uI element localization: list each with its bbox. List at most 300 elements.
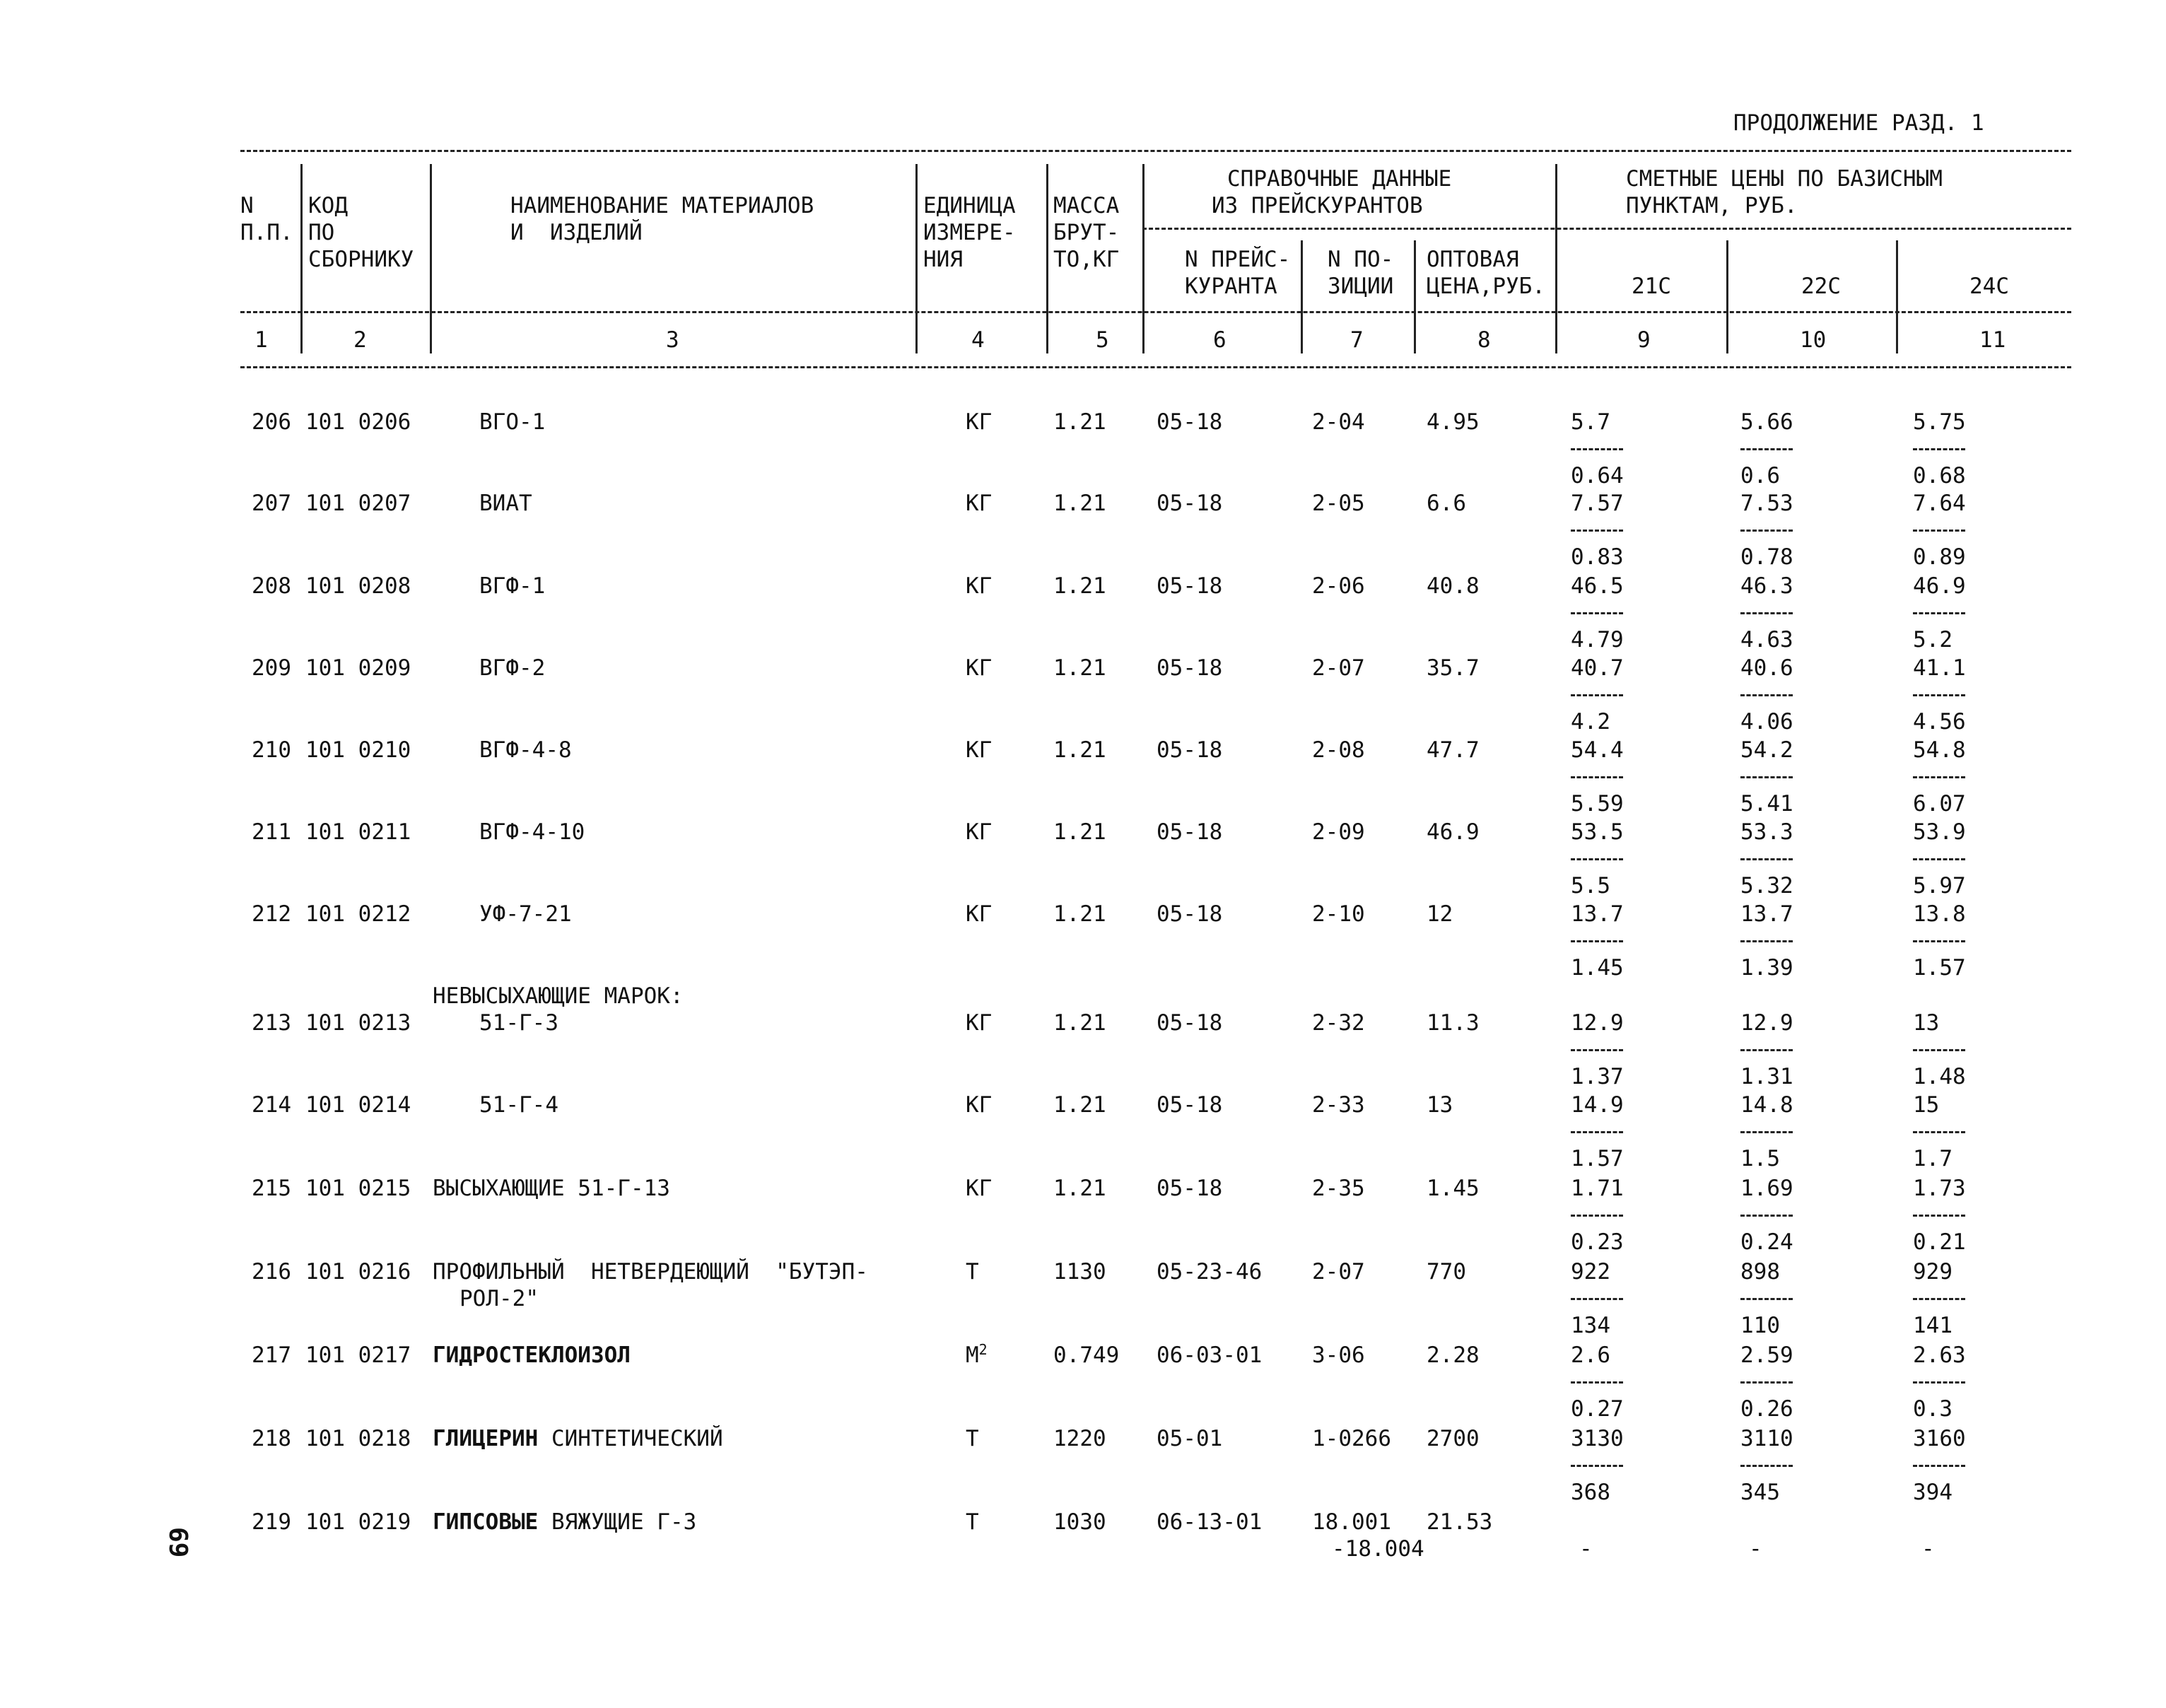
- row-name: ВГФ-1: [479, 573, 546, 599]
- row-position: 2-08: [1312, 737, 1365, 763]
- price-p24-main: 54.8: [1913, 737, 1966, 763]
- fraction-rule: [1913, 1215, 1965, 1217]
- row-mass: 1.21: [1053, 491, 1106, 516]
- colnum: 11: [1979, 327, 2006, 353]
- row-mass: 1.21: [1053, 409, 1106, 435]
- row-unit-text: Т: [966, 1509, 979, 1535]
- price-p24: -: [1921, 1536, 1935, 1562]
- row-mass: 1030: [1053, 1509, 1106, 1535]
- price-p24-main: 929: [1913, 1259, 1953, 1285]
- price-p21: -: [1579, 1536, 1593, 1562]
- price-p22-transport: 4.06: [1740, 709, 1793, 735]
- price-p22-transport: 1.39: [1740, 955, 1793, 981]
- fraction-rule: [1740, 1131, 1793, 1133]
- col-divider: [1896, 240, 1898, 353]
- col-divider: [1726, 240, 1728, 353]
- row-name: [433, 1342, 631, 1369]
- price-p24-main: 13.8: [1913, 901, 1966, 927]
- fraction-rule: [1913, 448, 1965, 450]
- price-p24-transport: 0.3: [1913, 1396, 1953, 1422]
- price-p22-transport: 0.6: [1740, 463, 1780, 489]
- row-code: 101 0217: [305, 1343, 411, 1368]
- row-unit-sup: 2: [978, 1341, 988, 1358]
- price-p21-main: 53.5: [1571, 819, 1624, 845]
- row-unit-text: КГ: [966, 573, 993, 599]
- price-p22-main: 53.3: [1740, 819, 1793, 845]
- price-p21-main: 1.71: [1571, 1176, 1624, 1201]
- row-name: ВГО-1: [479, 409, 546, 435]
- fraction-rule: [1913, 612, 1965, 614]
- col-divider: [300, 164, 303, 353]
- fraction-rule: [1913, 776, 1965, 778]
- row-wholesale-price: 35.7: [1427, 655, 1480, 681]
- row-number: 209: [252, 655, 291, 681]
- row-name: ВГФ-4-10: [479, 819, 585, 845]
- row-unit: [966, 1175, 992, 1202]
- row-pricelist: 05-18: [1157, 655, 1223, 681]
- price-p22-main: 46.3: [1740, 573, 1793, 599]
- fraction-rule: [1740, 1298, 1793, 1300]
- colnum: 8: [1477, 327, 1491, 353]
- price-p22-transport: 5.41: [1740, 791, 1793, 817]
- price-p21-main: 922: [1571, 1259, 1610, 1285]
- row-code: 101 0215: [305, 1176, 411, 1201]
- fraction-rule: [1571, 530, 1623, 532]
- header-c2-line1: КОД: [308, 193, 348, 218]
- row-name: ВИАТ: [479, 491, 532, 516]
- group-label: НЕВЫСЫХАЮЩИЕ МАРОК:: [433, 983, 684, 1009]
- fraction-rule: [1913, 1049, 1965, 1051]
- row-unit: [966, 1425, 979, 1452]
- fraction-rule: [1740, 1381, 1793, 1384]
- price-p21-transport: 0.64: [1571, 463, 1624, 489]
- fraction-rule: [1571, 776, 1623, 778]
- row-mass: 1.21: [1053, 901, 1106, 927]
- price-p24-transport: 0.68: [1913, 463, 1966, 489]
- header-c5-line3: ТО,КГ: [1053, 247, 1120, 272]
- colnum: 4: [971, 327, 985, 353]
- row-code: 101 0219: [305, 1509, 411, 1535]
- fraction-rule: [1913, 530, 1965, 532]
- colnum: 5: [1096, 327, 1109, 353]
- price-p24-main: 13: [1913, 1010, 1940, 1036]
- row-wholesale-price: 2.28: [1427, 1343, 1480, 1368]
- fraction-rule: [1740, 612, 1793, 614]
- price-p21-transport: 4.2: [1571, 709, 1610, 735]
- fraction-rule: [1913, 694, 1965, 696]
- row-unit: [966, 490, 992, 517]
- header-sub-rule: [240, 311, 2071, 313]
- row-mass: 0.749: [1053, 1343, 1120, 1368]
- row-position: 2-07: [1312, 1259, 1365, 1285]
- row-name: 51-Г-4: [479, 1092, 558, 1118]
- header-c3-line2: И ИЗДЕЛИЙ: [510, 220, 643, 245]
- row-name-rest: ВЯЖУЩИЕ Г-3: [538, 1509, 697, 1535]
- price-p22-main: 13.7: [1740, 901, 1793, 927]
- price-p24-transport: 141: [1913, 1313, 1953, 1338]
- row-name: 51-Г-3: [479, 1010, 558, 1036]
- fraction-rule: [1740, 940, 1793, 942]
- fraction-rule: [1571, 612, 1623, 614]
- price-p22-transport: 110: [1740, 1313, 1780, 1338]
- fraction-rule: [1913, 940, 1965, 942]
- row-wholesale-price: 40.8: [1427, 573, 1480, 599]
- row-unit: [966, 1509, 979, 1536]
- col-divider: [1046, 164, 1048, 353]
- header-c4-line3: НИЯ: [923, 247, 963, 272]
- row-unit: [966, 1258, 979, 1285]
- row-mass: 1.21: [1053, 737, 1106, 763]
- row-code: 101 0212: [305, 901, 411, 927]
- row-unit-text: КГ: [966, 1176, 993, 1201]
- row-pricelist: 05-18: [1157, 1010, 1223, 1036]
- fraction-rule: [1571, 694, 1623, 696]
- row-code: 101 0208: [305, 573, 411, 599]
- row-position: 2-35: [1312, 1176, 1365, 1201]
- colnum: 10: [1800, 327, 1827, 353]
- price-p24-transport: 5.2: [1913, 627, 1953, 653]
- row-code: 101 0207: [305, 491, 411, 516]
- fraction-rule: [1740, 530, 1793, 532]
- price-p24-transport: 6.07: [1913, 791, 1966, 817]
- price-p21-transport: 0.27: [1571, 1396, 1624, 1422]
- price-p22-transport: 1.31: [1740, 1064, 1793, 1089]
- fraction-rule: [1740, 1049, 1793, 1051]
- fraction-rule: [1740, 694, 1793, 696]
- row-unit-text: КГ: [966, 819, 993, 845]
- row-unit-text: М: [966, 1343, 979, 1368]
- header-c7-line1: N ПО-: [1328, 247, 1394, 272]
- colnum: 9: [1637, 327, 1651, 353]
- row-unit-text: КГ: [966, 1010, 993, 1036]
- price-p22-main: 12.9: [1740, 1010, 1793, 1036]
- row-name-rest: СИНТЕТИЧЕСКИЙ: [538, 1426, 723, 1451]
- row-wholesale-price: 4.95: [1427, 409, 1480, 435]
- row-position: 2-07: [1312, 655, 1365, 681]
- price-p21-main: 5.7: [1571, 409, 1610, 435]
- row-name-bold: ГИДРОСТЕКЛОИЗОЛ: [433, 1343, 631, 1368]
- price-p21-main: 2.6: [1571, 1343, 1610, 1368]
- row-unit: [966, 901, 992, 928]
- row-pricelist: 05-18: [1157, 901, 1223, 927]
- price-p21-main: 7.57: [1571, 491, 1624, 516]
- row-unit: [966, 1342, 988, 1369]
- price-p22: -: [1749, 1536, 1762, 1562]
- col-divider: [1142, 164, 1145, 353]
- price-p24-main: 7.64: [1913, 491, 1966, 516]
- row-wholesale-price: 6.6: [1427, 491, 1466, 516]
- row-pricelist: 05-01: [1157, 1426, 1223, 1451]
- price-p22-main: 1.69: [1740, 1176, 1793, 1201]
- price-p24-main: 41.1: [1913, 655, 1966, 681]
- price-p21-main: 54.4: [1571, 737, 1624, 763]
- header-price-group-line1: СМЕТНЫЕ ЦЕНЫ ПО БАЗИСНЫМ: [1626, 166, 1943, 192]
- price-p22-main: 14.8: [1740, 1092, 1793, 1118]
- row-wholesale-price: 46.9: [1427, 819, 1480, 845]
- header-c4-line1: ЕДИНИЦА: [923, 193, 1016, 218]
- header-c10: 22С: [1801, 274, 1841, 299]
- row-pricelist: 05-18: [1157, 491, 1223, 516]
- row-pricelist: 05-18: [1157, 1176, 1223, 1201]
- price-p24-main: 5.75: [1913, 409, 1966, 435]
- header-c11: 24С: [1969, 274, 2009, 299]
- header-c6-line2: КУРАНТА: [1185, 274, 1277, 299]
- row-pricelist: 05-18: [1157, 737, 1223, 763]
- header-c2-line2: ПО: [308, 220, 335, 245]
- fraction-rule: [1571, 1131, 1623, 1133]
- col-divider: [1555, 164, 1557, 353]
- row-position: 18.001: [1312, 1509, 1391, 1535]
- row-unit-text: КГ: [966, 1092, 993, 1118]
- header-ref-group-line2: ИЗ ПРЕЙСКУРАНТОВ: [1212, 193, 1423, 218]
- price-p21-main: 14.9: [1571, 1092, 1624, 1118]
- row-code: 101 0218: [305, 1426, 411, 1451]
- row-wholesale-price: 1.45: [1427, 1176, 1480, 1201]
- row-unit: [966, 409, 992, 435]
- price-p24-transport: 1.57: [1913, 955, 1966, 981]
- colnum: 6: [1213, 327, 1227, 353]
- row-position: 2-33: [1312, 1092, 1365, 1118]
- row-unit-text: Т: [966, 1426, 979, 1451]
- row-code: 101 0216: [305, 1259, 411, 1285]
- price-p22-transport: 0.26: [1740, 1396, 1793, 1422]
- row-position: 2-04: [1312, 409, 1365, 435]
- fraction-rule: [1571, 1215, 1623, 1217]
- row-wholesale-price: 13: [1427, 1092, 1453, 1118]
- row-pricelist: 05-18: [1157, 1092, 1223, 1118]
- row-mass: 1.21: [1053, 1092, 1106, 1118]
- price-p22-main: 40.6: [1740, 655, 1793, 681]
- price-p21-main: 40.7: [1571, 655, 1624, 681]
- row-pricelist: 05-18: [1157, 409, 1223, 435]
- price-p24-transport: 394: [1913, 1480, 1953, 1505]
- header-c1-line2: П.П.: [240, 220, 293, 245]
- price-p21-transport: 0.83: [1571, 544, 1624, 570]
- fraction-rule: [1571, 1049, 1623, 1051]
- row-name: [433, 1509, 696, 1536]
- price-p21-transport: 1.37: [1571, 1064, 1624, 1089]
- price-p22-transport: 5.32: [1740, 873, 1793, 899]
- price-p22-main: 54.2: [1740, 737, 1793, 763]
- price-p21-transport: 134: [1571, 1313, 1610, 1338]
- row-pricelist: 06-03-01: [1157, 1343, 1263, 1368]
- row-mass: 1130: [1053, 1259, 1106, 1285]
- row-unit-text: КГ: [966, 901, 993, 927]
- header-price-group-line2: ПУНКТАМ, РУБ.: [1626, 193, 1798, 218]
- price-p21-main: 3130: [1571, 1426, 1624, 1451]
- row-number: 217: [252, 1343, 291, 1368]
- row-mass: 1.21: [1053, 655, 1106, 681]
- price-p22-main: 898: [1740, 1259, 1780, 1285]
- price-p24-main: 3160: [1913, 1426, 1966, 1451]
- header-c8-line2: ЦЕНА,РУБ.: [1427, 274, 1545, 299]
- price-p22-main: 7.53: [1740, 491, 1793, 516]
- row-name-cont: РОЛ-2": [459, 1286, 539, 1311]
- row-pricelist: 06-13-01: [1157, 1509, 1263, 1535]
- fraction-rule: [1913, 1465, 1965, 1467]
- price-p22-transport: 1.5: [1740, 1146, 1780, 1171]
- header-c8-line1: ОПТОВАЯ: [1427, 247, 1519, 272]
- row-position: 2-32: [1312, 1010, 1365, 1036]
- header-c7-line2: ЗИЦИИ: [1328, 274, 1394, 299]
- row-unit-text: КГ: [966, 737, 993, 763]
- row-unit-text: Т: [966, 1259, 979, 1285]
- header-c4-line2: ИЗМЕРЕ-: [923, 220, 1016, 245]
- fraction-rule: [1740, 776, 1793, 778]
- row-position: 1-0266: [1312, 1426, 1391, 1451]
- row-number: 210: [252, 737, 291, 763]
- row-mass: 1.21: [1053, 1176, 1106, 1201]
- row-number: 212: [252, 901, 291, 927]
- price-p21-transport: 368: [1571, 1480, 1610, 1505]
- row-name: ВГФ-4-8: [479, 737, 572, 763]
- row-unit: [966, 573, 992, 599]
- row-code: 101 0213: [305, 1010, 411, 1036]
- row-number: 215: [252, 1176, 291, 1201]
- fraction-rule: [1571, 1381, 1623, 1384]
- row-number: 206: [252, 409, 291, 435]
- fraction-rule: [1571, 448, 1623, 450]
- header-c6-line1: N ПРЕЙС-: [1185, 247, 1291, 272]
- row-pricelist: 05-18: [1157, 573, 1223, 599]
- row-number: 214: [252, 1092, 291, 1118]
- colnum: 3: [666, 327, 679, 353]
- header-top-rule: [240, 150, 2071, 152]
- fraction-rule: [1571, 1465, 1623, 1467]
- row-wholesale-price: 2700: [1427, 1426, 1480, 1451]
- row-position: 2-06: [1312, 573, 1365, 599]
- colnum: 2: [353, 327, 367, 353]
- price-p24-main: 15: [1913, 1092, 1940, 1118]
- price-p24-transport: 1.48: [1913, 1064, 1966, 1089]
- header-c9: 21С: [1632, 274, 1671, 299]
- row-mass: 1.21: [1053, 573, 1106, 599]
- row-number: 208: [252, 573, 291, 599]
- col-divider: [1301, 240, 1303, 353]
- row-unit: [966, 655, 992, 682]
- row-number: 207: [252, 491, 291, 516]
- row-pricelist: 05-23-46: [1157, 1259, 1263, 1285]
- header-c2-line3: СБОРНИКУ: [308, 247, 414, 272]
- row-position-cont: -18.004: [1332, 1536, 1424, 1562]
- row-unit-text: КГ: [966, 491, 993, 516]
- price-p24-transport: 5.97: [1913, 873, 1966, 899]
- price-p22-main: 2.59: [1740, 1343, 1793, 1368]
- header-ref-group-line1: СПРАВОЧНЫЕ ДАННЫЕ: [1227, 166, 1452, 192]
- price-p21-main: 13.7: [1571, 901, 1624, 927]
- fraction-rule: [1913, 1381, 1965, 1384]
- row-unit: [966, 1092, 992, 1118]
- fraction-rule: [1913, 1298, 1965, 1300]
- fraction-rule: [1740, 1215, 1793, 1217]
- price-p22-transport: 4.63: [1740, 627, 1793, 653]
- row-position: 2-05: [1312, 491, 1365, 516]
- row-wholesale-price: 47.7: [1427, 737, 1480, 763]
- row-number: 216: [252, 1259, 291, 1285]
- fraction-rule: [1913, 1131, 1965, 1133]
- row-unit: [966, 1010, 992, 1036]
- row-mass: 1.21: [1053, 819, 1106, 845]
- row-name: ВЫСЫХАЮЩИЕ 51-Г-13: [433, 1176, 670, 1201]
- row-name-bold: ГИПСОВЫЕ: [433, 1509, 539, 1535]
- row-mass: 1.21: [1053, 1010, 1106, 1036]
- col-divider: [430, 164, 432, 353]
- row-wholesale-price: 21.53: [1427, 1509, 1493, 1535]
- row-position: 2-10: [1312, 901, 1365, 927]
- row-mass: 1220: [1053, 1426, 1106, 1451]
- row-code: 101 0214: [305, 1092, 411, 1118]
- fraction-rule: [1571, 858, 1623, 860]
- price-p24-main: 53.9: [1913, 819, 1966, 845]
- row-number: 211: [252, 819, 291, 845]
- price-p24-main: 1.73: [1913, 1176, 1966, 1201]
- row-code: 101 0209: [305, 655, 411, 681]
- price-p24-transport: 4.56: [1913, 709, 1966, 735]
- page-number: 69: [163, 1527, 192, 1558]
- price-p21-transport: 5.5: [1571, 873, 1610, 899]
- price-p22-main: 3110: [1740, 1426, 1793, 1451]
- header-bottom-rule: [240, 366, 2071, 368]
- header-c3-line1: НАИМЕНОВАНИЕ МАТЕРИАЛОВ: [510, 193, 814, 218]
- col-divider: [915, 164, 918, 353]
- price-p24-transport: 1.7: [1913, 1146, 1953, 1171]
- price-p24-transport: 0.21: [1913, 1229, 1966, 1255]
- row-code: 101 0210: [305, 737, 411, 763]
- row-code: 101 0206: [305, 409, 411, 435]
- row-name-bold: ГЛИЦЕРИН: [433, 1426, 539, 1451]
- row-wholesale-price: 11.3: [1427, 1010, 1480, 1036]
- price-p21-transport: 4.79: [1571, 627, 1624, 653]
- header-c5-line1: МАССА: [1053, 193, 1120, 218]
- price-p22-transport: 0.78: [1740, 544, 1793, 570]
- row-name: ВГФ-2: [479, 655, 546, 681]
- continuation-label: ПРОДОЛЖЕНИЕ РАЗД. 1: [1733, 110, 1984, 136]
- row-position: 3-06: [1312, 1343, 1365, 1368]
- price-p21-transport: 1.57: [1571, 1146, 1624, 1171]
- price-p22-transport: 0.24: [1740, 1229, 1793, 1255]
- header-mid-rule: [1142, 228, 2071, 230]
- row-wholesale-price: 12: [1427, 901, 1453, 927]
- header-c1-line1: N: [240, 193, 254, 218]
- header-c5-line2: БРУТ-: [1053, 220, 1120, 245]
- price-p21-transport: 1.45: [1571, 955, 1624, 981]
- price-p24-main: 46.9: [1913, 573, 1966, 599]
- fraction-rule: [1571, 1298, 1623, 1300]
- fraction-rule: [1740, 858, 1793, 860]
- price-p21-main: 12.9: [1571, 1010, 1624, 1036]
- price-p21-main: 46.5: [1571, 573, 1624, 599]
- row-unit-text: КГ: [966, 655, 993, 681]
- price-p21-transport: 0.23: [1571, 1229, 1624, 1255]
- row-unit-text: КГ: [966, 409, 993, 435]
- colnum: 1: [254, 327, 268, 353]
- fraction-rule: [1740, 1465, 1793, 1467]
- fraction-rule: [1571, 940, 1623, 942]
- row-name: УФ-7-21: [479, 901, 572, 927]
- price-p22-transport: 345: [1740, 1480, 1780, 1505]
- row-name: [433, 1425, 723, 1452]
- row-number: 218: [252, 1426, 291, 1451]
- row-number: 213: [252, 1010, 291, 1036]
- row-position: 2-09: [1312, 819, 1365, 845]
- row-number: 219: [252, 1509, 291, 1535]
- row-name: ПРОФИЛЬНЫЙ НЕТВЕРДЕЮЩИЙ "БУТЭП-: [433, 1259, 868, 1285]
- price-p24-main: 2.63: [1913, 1343, 1966, 1368]
- fraction-rule: [1740, 448, 1793, 450]
- row-pricelist: 05-18: [1157, 819, 1223, 845]
- row-wholesale-price: 770: [1427, 1259, 1466, 1285]
- price-p24-transport: 0.89: [1913, 544, 1966, 570]
